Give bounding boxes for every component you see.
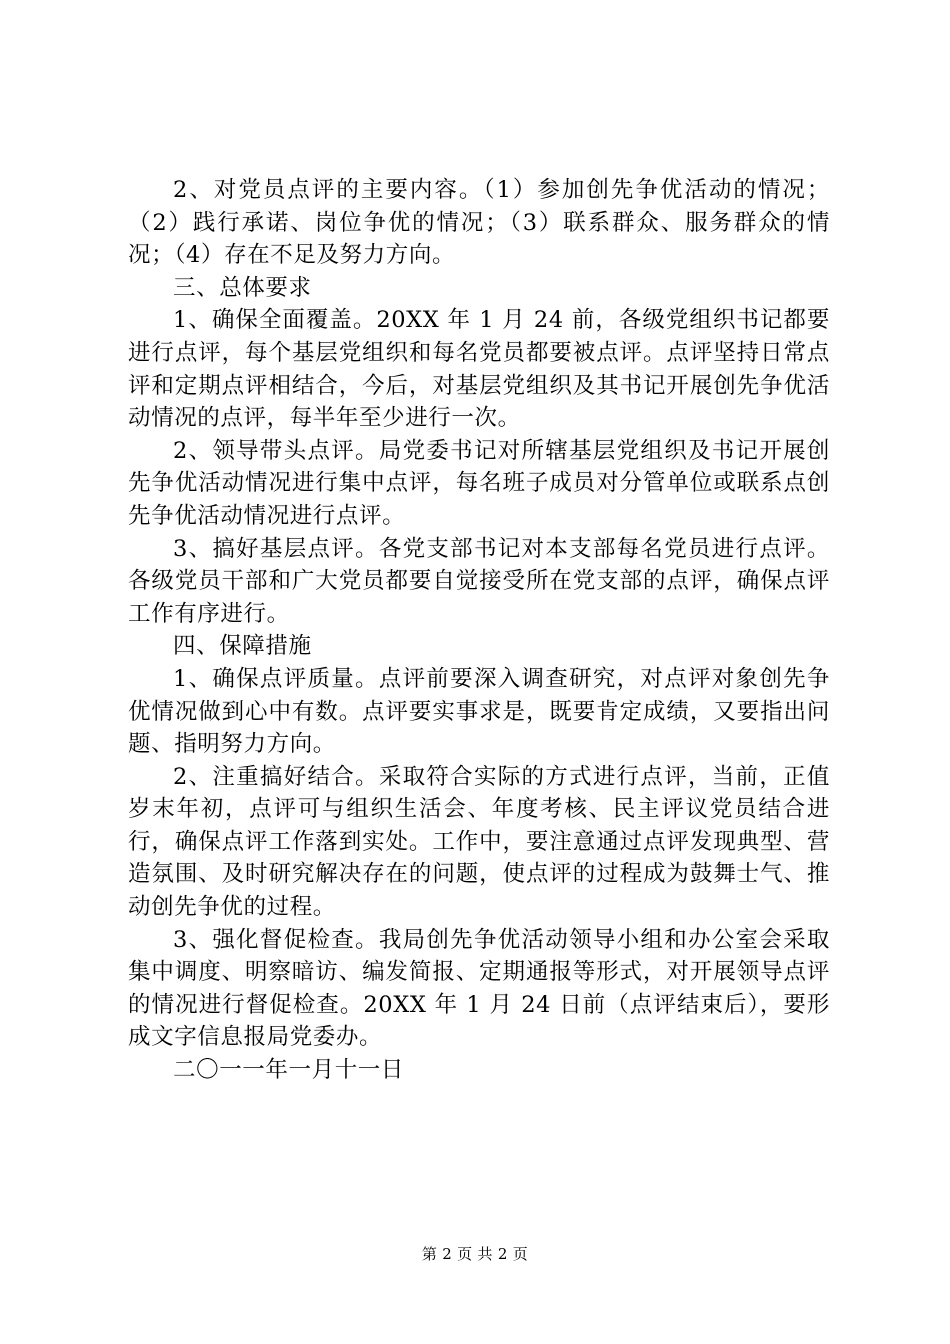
page-footer: 第 2 页 共 2 页 <box>421 1245 529 1263</box>
paragraph-review-content: 2、对党员点评的主要内容。（1）参加创先争优活动的情况；（2）践行承诺、岗位争优的情况；（3）联系群众、服务群众的情况；（4）存在不足及努力方向。 <box>128 177 830 269</box>
paragraph-full-coverage: 1、确保全面覆盖。20XX 年 1 月 24 前，各级党组织书记都要进行点评，每个基层党组织和每名党员都要被点评。点评坚持日常点评和定期点评相结合，今后，对基层党组织及其书记开展创先争优活动情况的点评，每半年至少进行一次。 <box>128 307 830 432</box>
paragraph-leadership-review: 2、领导带头点评。局党委书记对所辖基层党组织及书记开展创先争优活动情况进行集中点评，每名班子成员对分管单位或联系点创先争优活动情况进行点评。 <box>128 437 830 529</box>
section-heading-overall-requirements: 三、总体要求 <box>173 274 312 301</box>
paragraph-grassroots-review: 3、搞好基层点评。各党支部书记对本支部每名党员进行点评。各级党员干部和广大党员都要自觉接受所在党支部的点评，确保点评工作有序进行。 <box>128 535 830 627</box>
document-body <box>128 174 830 1087</box>
document-date: 二〇一一年一月十一日 <box>173 1057 405 1084</box>
paragraph-supervision: 3、强化督促检查。我局创先争优活动领导小组和办公室会采取集中调度、明察暗访、编发简报、定期通报等形式，对开展领导点评的情况进行督促检查。20XX 年 1 月 24 日前（点评结束后），要形成文字信息报局党委办。 <box>128 926 830 1051</box>
paragraph-integration: 2、注重搞好结合。采取符合实际的方式进行点评，当前，正值岁末年初，点评可与组织生活会、年度考核、民主评议党员结合进行，确保点评工作落到实处。工作中，要注意通过点评发现典型、营造氛围、及时研究解决存在的问题，使点评的过程成为鼓舞士气、推动创先争优的过程。 <box>128 763 830 921</box>
section-heading-safeguards: 四、保障措施 <box>173 633 312 660</box>
paragraph-review-quality: 1、确保点评质量。点评前要深入调查研究，对点评对象创先争优情况做到心中有数。点评要实事求是，既要肯定成绩，又要指出问题、指明努力方向。 <box>128 665 830 758</box>
